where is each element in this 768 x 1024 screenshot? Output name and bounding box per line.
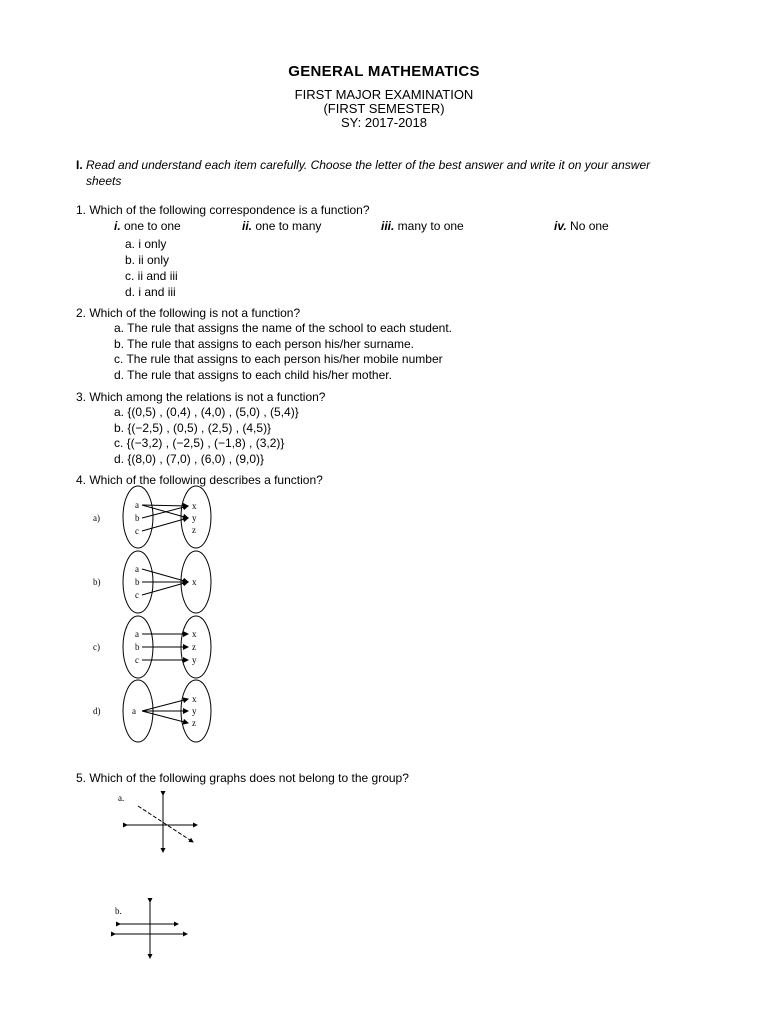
range-element: y (192, 655, 197, 665)
range-element: z (192, 642, 196, 652)
domain-element: a (132, 706, 136, 716)
q1-option-text: one to one (120, 219, 181, 233)
q3-choice-d: d. {(8,0) , (7,0) , (6,0) , (9,0)} (114, 452, 265, 466)
graph-line (138, 806, 193, 842)
q2-choice-d: d. The rule that assigns to each child his/her mother. (114, 368, 392, 382)
range-element: z (192, 525, 196, 535)
range-element: x (192, 629, 197, 639)
q2-question: 2. Which of the following is not a function? (76, 306, 301, 320)
q1-question: 1. Which of the following correspondence is a function? (76, 203, 370, 217)
graph-label: a. (118, 793, 125, 803)
range-element: x (192, 577, 197, 587)
exam-title: GENERAL MATHEMATICS (288, 63, 480, 80)
range-element: x (192, 694, 197, 704)
range-element: y (192, 706, 197, 716)
q3-choice-b: b. {(−2,5) , (0,5) , (2,5) , (4,5)} (114, 421, 272, 435)
instructions-line-1: Read and understand each item carefully. Choose the letter of the best answer and write it on your answer (86, 158, 651, 172)
instructions-numeral: I. (76, 158, 83, 172)
q2-choice-b: b. The rule that assigns to each person his/her surname. (114, 337, 414, 351)
q3-choice-a: a. {(0,5) , (0,4) , (4,0) , (5,0) , (5,4)} (114, 405, 299, 419)
domain-element: c (135, 526, 139, 536)
graph-label: b. (115, 906, 122, 916)
domain-element: b (135, 577, 140, 587)
q1-option-text: many to one (394, 219, 464, 233)
exam-school-year: SY: 2017-2018 (340, 115, 428, 130)
q1-option-numeral: i. (114, 219, 121, 233)
range-element: y (192, 513, 197, 523)
diagram-label: a) (93, 513, 100, 523)
graph-a (127, 795, 197, 852)
q1-choice-a: a. i only (125, 237, 167, 251)
q1-choice-c: c. ii and iii (125, 269, 178, 283)
domain-element: a (135, 500, 139, 510)
q1-option-numeral: iii. (381, 219, 395, 233)
q1-choice-b: b. ii only (125, 253, 170, 267)
q1-choice-d: d. i and iii (125, 285, 176, 299)
exam-subtitle: FIRST MAJOR EXAMINATION (294, 87, 474, 102)
domain-element: a (135, 629, 139, 639)
range-element: z (192, 718, 196, 728)
q3-question: 3. Which among the relations is not a function? (76, 390, 326, 404)
domain-element: c (135, 590, 139, 600)
diagram-label: c) (93, 642, 100, 652)
q5-question: 5. Which of the following graphs does not belong to the group? (76, 771, 409, 785)
q1-option-numeral: ii. (242, 219, 253, 233)
exam-semester: (FIRST SEMESTER) (323, 101, 445, 116)
domain-element: c (135, 655, 139, 665)
diagram-label: d) (93, 706, 101, 716)
domain-element: b (135, 642, 140, 652)
graph-b (115, 902, 187, 958)
q4-question: 4. Which of the following describes a function? (76, 473, 323, 487)
q2-choice-c: c. The rule that assigns to each person his/her mobile number (114, 352, 443, 366)
q1-option-text: No one (566, 219, 609, 233)
domain-element: b (135, 513, 140, 523)
q1-option-text: one to many (252, 219, 322, 233)
instructions-line-2: sheets (86, 174, 122, 188)
q2-choice-a: a. The rule that assigns the name of the school to each student. (114, 321, 452, 335)
q1-option-numeral: iv. (554, 219, 567, 233)
diagram-label: b) (93, 577, 101, 587)
range-element: x (192, 501, 197, 511)
q3-choice-c: c. {(−3,2) , (−2,5) , (−1,8) , (3,2)} (114, 436, 285, 450)
domain-element: a (135, 564, 139, 574)
